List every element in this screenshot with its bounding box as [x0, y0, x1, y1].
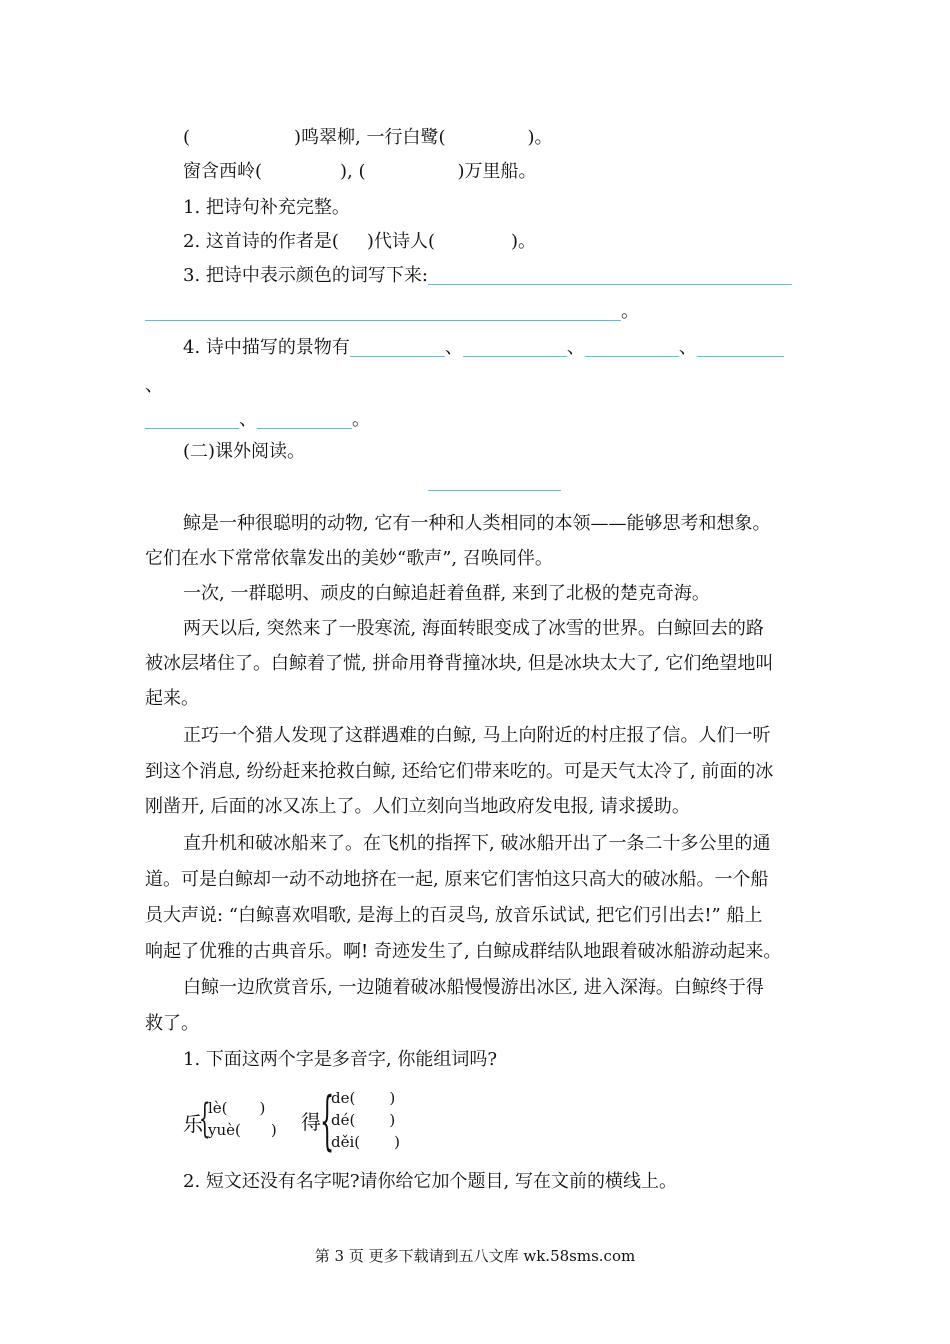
answer-blank[interactable]	[585, 338, 679, 357]
reading-question-2: 2. 短文还没有名字呢?请你给它加个题目, 写在文前的横线上。	[183, 1171, 677, 1192]
brace-icon: {	[320, 1084, 335, 1158]
passage-line: 员大声说: “白鲸喜欢唱歌, 是海上的百灵鸟, 放音乐试试, 把它们引出去!” 船上	[145, 905, 763, 926]
passage-line: 起来。	[145, 688, 199, 709]
question-4: 4. 诗中描写的景物有 、 、 、	[183, 336, 784, 360]
passage-line: 被冰层堵住了。白鲸着了慌, 拼命用脊背撞冰块, 但是冰块太大了, 它们绝望地叫	[145, 653, 774, 674]
reading-dei: děi( )	[331, 1133, 400, 1151]
passage-line: 它们在水下常常依靠发出的美妙“歌声”, 召唤同伴。	[145, 548, 553, 569]
section-title: (二)课外阅读。	[183, 441, 306, 462]
passage-line: 到这个消息, 纷纷赶来抢救白鲸, 还给它们带来吃的。可是天气太冷了, 前面的冰	[145, 761, 774, 782]
passage-line: 鲸是一种很聪明的动物, 它有一种和人类相同的本领——能够思考和想象。	[183, 513, 771, 534]
passage-line: 道。可是白鲸却一动不动地挤在一起, 原来它们害怕这只高大的破冰船。一个船	[145, 869, 769, 890]
question-4-cont: 、 。	[145, 408, 370, 432]
passage-line: 响起了优雅的古典音乐。啊! 奇迹发生了, 白鲸成群结队地跟着破冰船游动起来。	[145, 941, 782, 962]
answer-blank[interactable]	[257, 410, 352, 429]
passage-line: 两天以后, 突然来了一股寒流, 海面转眼变成了冰雪的世界。白鲸回去的路	[183, 618, 764, 639]
answer-blank[interactable]	[463, 338, 567, 357]
poem-line-2: 窗含西岭( ), ( )万里船。	[183, 161, 537, 182]
reading-question-1: 1. 下面这两个字是多音字, 你能组词吗?	[183, 1049, 497, 1070]
passage-line: 刚凿开, 后面的冰又冻上了。人们立刻向当地政府发电报, 请求援助。	[145, 796, 690, 817]
answer-blank[interactable]	[145, 410, 239, 429]
reading-le: lè( )	[208, 1099, 266, 1117]
title-blank[interactable]	[428, 490, 561, 491]
page-footer: 第 3 页 更多下载请到五八文库 wk.58sms.com	[314, 1247, 636, 1265]
answer-blank[interactable]	[428, 266, 792, 285]
char-le: 乐	[183, 1112, 203, 1136]
char-de: 得	[301, 1110, 321, 1134]
reading-de-2nd: dé( )	[331, 1111, 396, 1129]
question-1: 1. 把诗句补充完整。	[183, 197, 350, 218]
passage-line: 直升机和破冰船来了。在飞机的指挥下, 破冰船开出了一条二十多公里的通	[183, 833, 771, 854]
passage-line: 白鲸一边欣赏音乐, 一边随着破冰船慢慢游出冰区, 进入深海。白鲸终于得	[183, 977, 764, 998]
reading-yue: yuè( )	[208, 1121, 277, 1139]
answer-blank[interactable]	[697, 338, 784, 357]
answer-blank[interactable]	[350, 338, 445, 357]
reading-de-neutral: de( )	[331, 1089, 396, 1107]
passage-line: 救了。	[145, 1013, 199, 1034]
brace-icon: {	[199, 1096, 211, 1142]
question-3: 3. 把诗中表示颜色的词写下来:	[183, 264, 792, 288]
answer-blank[interactable]	[145, 302, 621, 321]
poem-line-1: ( )鸣翠柳, 一行白鹭( )。	[183, 127, 553, 148]
question-2: 2. 这首诗的作者是( )代诗人( )。	[183, 231, 536, 252]
passage-line: 一次, 一群聪明、顽皮的白鲸追赶着鱼群, 来到了北极的楚克奇海。	[183, 583, 710, 604]
question-4-sep: 、	[145, 375, 163, 396]
question-3-cont: 。	[145, 300, 639, 324]
passage-line: 正巧一个猎人发现了这群遇难的白鲸, 马上向附近的村庄报了信。人们一听	[183, 725, 771, 746]
